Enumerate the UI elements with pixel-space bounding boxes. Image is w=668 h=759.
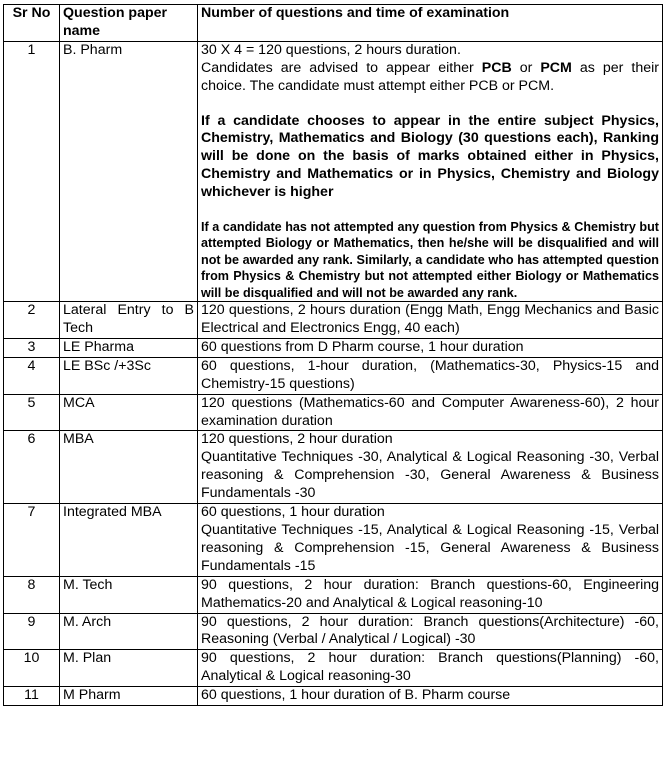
row-sr-no: 10 (4, 650, 60, 687)
pcb-text: PCB (481, 59, 512, 76)
row-question-paper-name: M Pharm (60, 687, 198, 706)
row-sr-no: 8 (4, 576, 60, 613)
table-row (4, 504, 663, 577)
row-sr-no: 1 (4, 41, 60, 301)
row-details (198, 394, 663, 431)
detail-line-subjects (201, 60, 659, 96)
row-question-paper-name: M. Plan (60, 650, 198, 687)
row-sr-no: 6 (4, 431, 60, 504)
row-details (198, 650, 663, 687)
detail-text: or (511, 59, 541, 76)
row-details (198, 338, 663, 357)
header-question-paper-name: Question paper name (60, 5, 198, 42)
detail-line: 120 questions, 2 hours duration (Engg Math, Engg Mechanics and Basic Electrical and Electronics Engg, 40 each) (201, 302, 659, 336)
detail-line: 90 questions, 2 hour duration: Branch questions(Architecture) -60, Reasoning (Verbal / Analytical / Logical) -30 (201, 613, 659, 648)
ranking-rule-paragraph: If a candidate chooses to appear in the entire subject Physics, Chemistry, Mathematics and Biology (30 questions each), Ranking will be done on the basis of marks obtained either in Physics, Chemistry and Mathematics or in Physics, Chemistry and Biology whichever is higher (201, 112, 659, 201)
table-row (4, 431, 663, 504)
row-details (198, 576, 663, 613)
table-row (4, 576, 663, 613)
detail-line: 90 questions, 2 hour duration: Branch questions(Planning) -60, Analytical & Logical reasoning-30 (201, 650, 659, 685)
row-sr-no: 9 (4, 613, 60, 650)
row-question-paper-name: MBA (60, 431, 198, 504)
header-sr-no: Sr No (4, 5, 60, 42)
detail-text: as per their choice. The candidate must attempt either PCB or PCM. (201, 59, 659, 94)
detail-line: 60 questions, 1 hour duration (201, 504, 385, 521)
detail-line: 120 questions (Mathematics-60 and Computer Awareness-60), 2 hour examination duration (201, 394, 659, 429)
header-questions-and-time: Number of questions and time of examination (198, 5, 663, 42)
pcm-text: PCM (540, 59, 572, 76)
detail-line: Quantitative Techniques -30, Analytical & Logical Reasoning -30, Verbal reasoning & Comprehension -30, General Awareness & Business Fundamentals -30 (201, 449, 659, 502)
table-row (4, 41, 663, 301)
row-question-paper-name: Integrated MBA (60, 504, 198, 577)
row-sr-no: 5 (4, 394, 60, 431)
row-question-paper-name: M. Tech (60, 576, 198, 613)
table-row (4, 338, 663, 357)
table-row (4, 302, 663, 339)
row-details (198, 687, 663, 706)
detail-line: 60 questions from D Pharm course, 1 hour duration (201, 338, 524, 355)
detail-line: 60 questions, 1-hour duration, (Mathematics-30, Physics-15 and Chemistry-15 questions) (201, 357, 659, 392)
row-details (198, 302, 663, 339)
exam-pattern-table (3, 4, 663, 706)
row-details (198, 613, 663, 650)
detail-line: 60 questions, 1 hour duration of B. Pharm course (201, 687, 511, 704)
table-row (4, 650, 663, 687)
row-sr-no: 3 (4, 338, 60, 357)
row-question-paper-name: M. Arch (60, 613, 198, 650)
table-row (4, 394, 663, 431)
table-row (4, 357, 663, 394)
row-question-paper-name: LE BSc /+3Sc (60, 357, 198, 394)
row-sr-no: 4 (4, 357, 60, 394)
row-details (198, 41, 663, 301)
detail-line: 120 questions, 2 hour duration (201, 431, 393, 448)
row-sr-no: 2 (4, 302, 60, 339)
row-details (198, 431, 663, 504)
row-sr-no: 11 (4, 687, 60, 706)
detail-line: 90 questions, 2 hour duration: Branch questions-60, Engineering Mathematics-20 and Analytical & Logical reasoning-10 (201, 576, 659, 611)
table-row (4, 613, 663, 650)
detail-text: Candidates are advised to appear either (201, 59, 482, 76)
header-row (4, 5, 663, 42)
row-sr-no: 7 (4, 504, 60, 577)
table-row (4, 687, 663, 706)
row-question-paper-name: B. Pharm (60, 41, 198, 301)
disqualification-rule-paragraph: If a candidate has not attempted any question from Physics & Chemistry but attempted Biology or Mathematics, then he/she will be disqualified and will not be awarded any rank. Similarly, a candidate who has attempted question from Physics & Chemistry but not attempted either Biology or Mathematics will be disqualified and will not be awarded any rank. (201, 220, 659, 300)
row-question-paper-name: MCA (60, 394, 198, 431)
detail-line: 30 X 4 = 120 questions, 2 hours duration. (201, 41, 461, 58)
row-details (198, 504, 663, 577)
row-question-paper-name: Lateral Entry to B Tech (60, 302, 198, 339)
row-details (198, 357, 663, 394)
detail-line: Quantitative Techniques -15, Analytical & Logical Reasoning -15, Verbal reasoning & Comprehension -15, General Awareness & Business Fundamentals -15 (201, 521, 659, 574)
row-question-paper-name: LE Pharma (60, 338, 198, 357)
